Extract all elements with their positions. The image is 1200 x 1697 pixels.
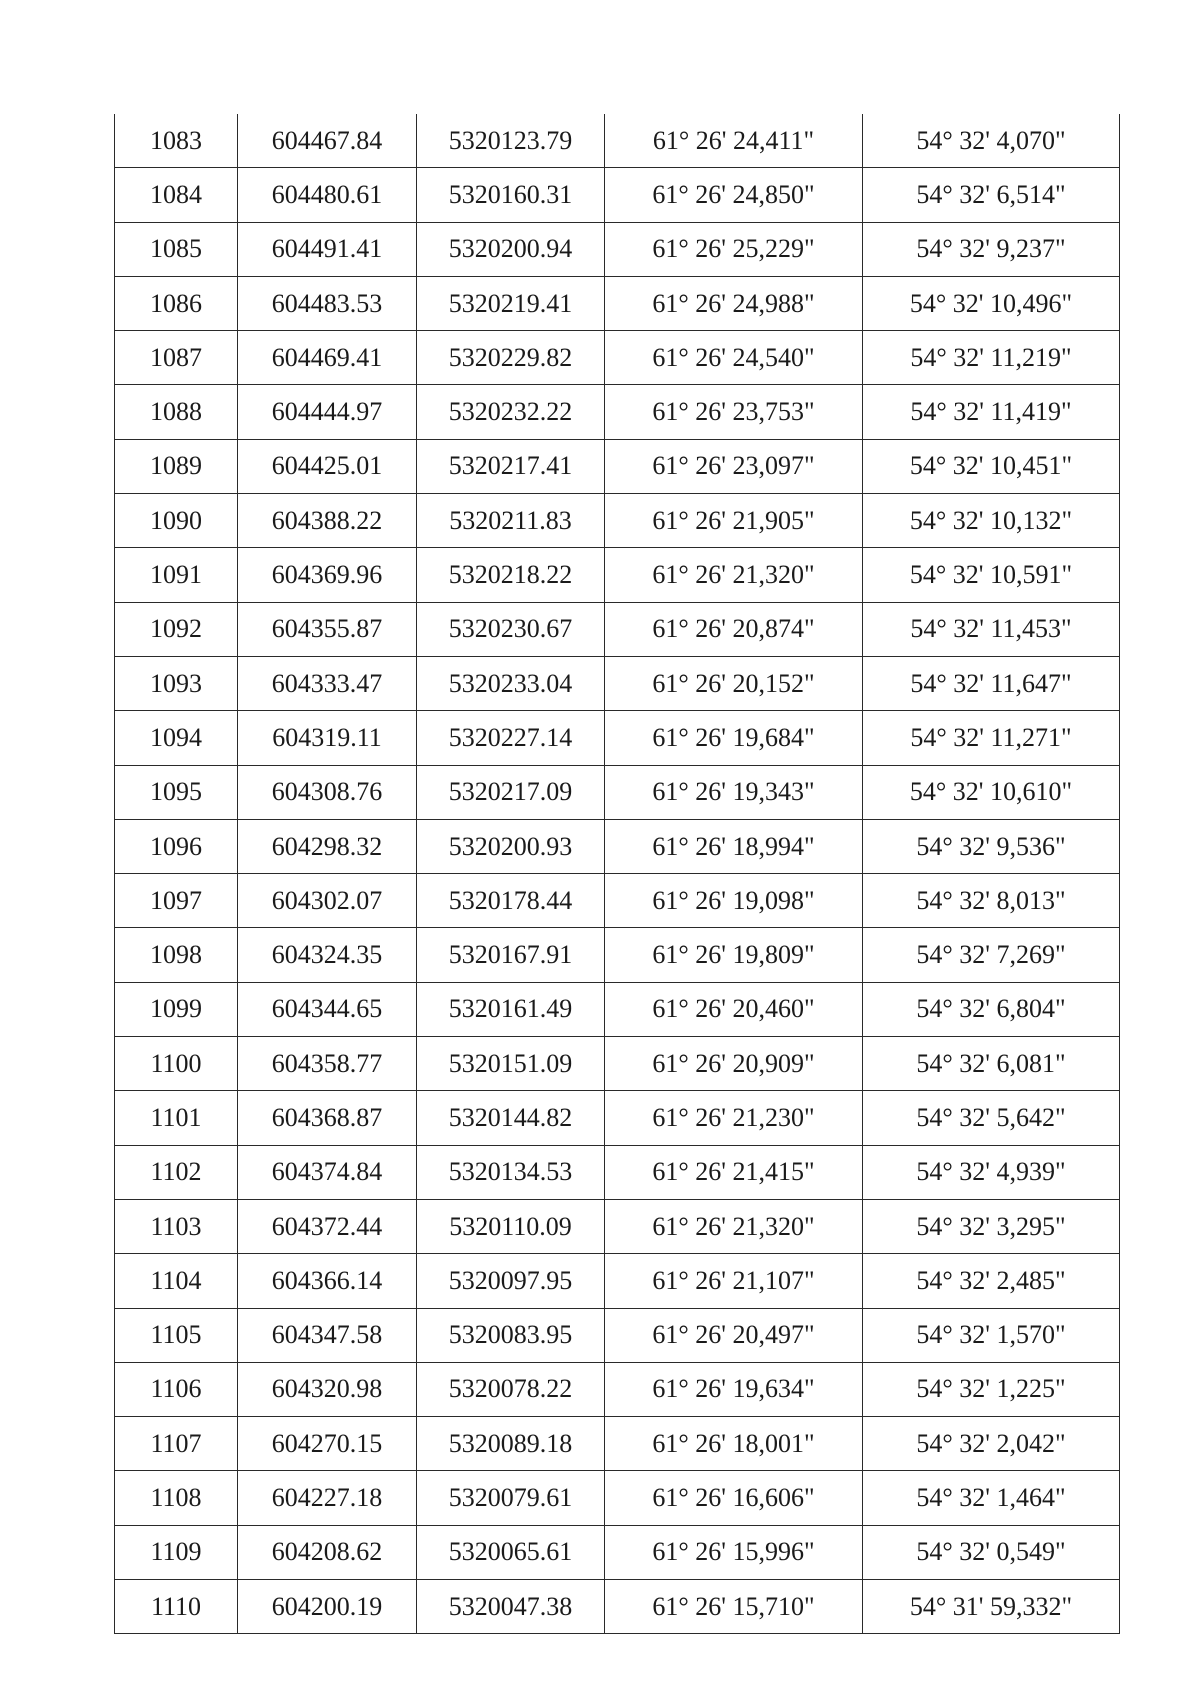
latitude-cell: 54° 32' 5,642" [863,1091,1120,1145]
point-number-cell: 1089 [115,439,238,493]
longitude-cell: 61° 26' 18,994" [605,819,863,873]
y-coordinate-cell: 5320178.44 [417,874,605,928]
longitude-cell: 61° 26' 21,230" [605,1091,863,1145]
x-coordinate-cell: 604374.84 [238,1145,417,1199]
latitude-cell: 54° 32' 2,485" [863,1254,1120,1308]
table-row [115,331,1120,385]
x-coordinate-cell: 604388.22 [238,494,417,548]
x-coordinate-cell: 604208.62 [238,1525,417,1579]
longitude-cell: 61° 26' 18,001" [605,1417,863,1471]
latitude-cell: 54° 32' 6,514" [863,168,1120,222]
longitude-cell: 61° 26' 19,343" [605,765,863,819]
table-row [115,982,1120,1036]
table-row [115,765,1120,819]
latitude-cell: 54° 32' 4,939" [863,1145,1120,1199]
longitude-cell: 61° 26' 25,229" [605,222,863,276]
latitude-cell: 54° 31' 59,332" [863,1580,1120,1634]
point-number-cell: 1094 [115,711,238,765]
x-coordinate-cell: 604369.96 [238,548,417,602]
latitude-cell: 54° 32' 6,081" [863,1037,1120,1091]
y-coordinate-cell: 5320218.22 [417,548,605,602]
longitude-cell: 61° 26' 21,320" [605,548,863,602]
point-number-cell: 1088 [115,385,238,439]
y-coordinate-cell: 5320200.93 [417,819,605,873]
table-row [115,222,1120,276]
point-number-cell: 1100 [115,1037,238,1091]
table-row [115,494,1120,548]
latitude-cell: 54° 32' 2,042" [863,1417,1120,1471]
y-coordinate-cell: 5320083.95 [417,1308,605,1362]
point-number-cell: 1099 [115,982,238,1036]
y-coordinate-cell: 5320123.79 [417,114,605,168]
longitude-cell: 61° 26' 24,988" [605,276,863,330]
coordinates-table-body [115,114,1120,1634]
latitude-cell: 54° 32' 11,271" [863,711,1120,765]
point-number-cell: 1087 [115,331,238,385]
table-row [115,1525,1120,1579]
table-row [115,1362,1120,1416]
x-coordinate-cell: 604368.87 [238,1091,417,1145]
x-coordinate-cell: 604491.41 [238,222,417,276]
point-number-cell: 1083 [115,114,238,168]
x-coordinate-cell: 604298.32 [238,819,417,873]
longitude-cell: 61° 26' 20,460" [605,982,863,1036]
y-coordinate-cell: 5320211.83 [417,494,605,548]
point-number-cell: 1096 [115,819,238,873]
table-row [115,1471,1120,1525]
longitude-cell: 61° 26' 19,634" [605,1362,863,1416]
longitude-cell: 61° 26' 15,710" [605,1580,863,1634]
latitude-cell: 54° 32' 6,804" [863,982,1120,1036]
x-coordinate-cell: 604324.35 [238,928,417,982]
longitude-cell: 61° 26' 21,320" [605,1199,863,1253]
x-coordinate-cell: 604200.19 [238,1580,417,1634]
y-coordinate-cell: 5320160.31 [417,168,605,222]
longitude-cell: 61° 26' 19,684" [605,711,863,765]
y-coordinate-cell: 5320232.22 [417,385,605,439]
x-coordinate-cell: 604320.98 [238,1362,417,1416]
table-row [115,874,1120,928]
x-coordinate-cell: 604347.58 [238,1308,417,1362]
x-coordinate-cell: 604302.07 [238,874,417,928]
y-coordinate-cell: 5320047.38 [417,1580,605,1634]
latitude-cell: 54° 32' 7,269" [863,928,1120,982]
latitude-cell: 54° 32' 11,419" [863,385,1120,439]
x-coordinate-cell: 604319.11 [238,711,417,765]
longitude-cell: 61° 26' 24,850" [605,168,863,222]
y-coordinate-cell: 5320167.91 [417,928,605,982]
table-row [115,385,1120,439]
table-row [115,819,1120,873]
latitude-cell: 54° 32' 9,536" [863,819,1120,873]
x-coordinate-cell: 604358.77 [238,1037,417,1091]
latitude-cell: 54° 32' 10,132" [863,494,1120,548]
x-coordinate-cell: 604355.87 [238,602,417,656]
longitude-cell: 61° 26' 20,497" [605,1308,863,1362]
longitude-cell: 61° 26' 20,152" [605,656,863,710]
longitude-cell: 61° 26' 20,909" [605,1037,863,1091]
y-coordinate-cell: 5320065.61 [417,1525,605,1579]
latitude-cell: 54° 32' 3,295" [863,1199,1120,1253]
x-coordinate-cell: 604227.18 [238,1471,417,1525]
longitude-cell: 61° 26' 21,415" [605,1145,863,1199]
point-number-cell: 1092 [115,602,238,656]
y-coordinate-cell: 5320134.53 [417,1145,605,1199]
x-coordinate-cell: 604480.61 [238,168,417,222]
latitude-cell: 54° 32' 10,610" [863,765,1120,819]
point-number-cell: 1101 [115,1091,238,1145]
point-number-cell: 1105 [115,1308,238,1362]
longitude-cell: 61° 26' 19,098" [605,874,863,928]
table-row [115,1145,1120,1199]
latitude-cell: 54° 32' 1,464" [863,1471,1120,1525]
x-coordinate-cell: 604344.65 [238,982,417,1036]
latitude-cell: 54° 32' 9,237" [863,222,1120,276]
y-coordinate-cell: 5320089.18 [417,1417,605,1471]
point-number-cell: 1110 [115,1580,238,1634]
point-number-cell: 1103 [115,1199,238,1253]
latitude-cell: 54° 32' 1,225" [863,1362,1120,1416]
table-row [115,276,1120,330]
point-number-cell: 1085 [115,222,238,276]
latitude-cell: 54° 32' 10,496" [863,276,1120,330]
y-coordinate-cell: 5320161.49 [417,982,605,1036]
point-number-cell: 1091 [115,548,238,602]
coordinates-table [114,114,1120,1634]
point-number-cell: 1084 [115,168,238,222]
y-coordinate-cell: 5320097.95 [417,1254,605,1308]
point-number-cell: 1097 [115,874,238,928]
y-coordinate-cell: 5320144.82 [417,1091,605,1145]
y-coordinate-cell: 5320079.61 [417,1471,605,1525]
point-number-cell: 1109 [115,1525,238,1579]
longitude-cell: 61° 26' 19,809" [605,928,863,982]
longitude-cell: 61° 26' 23,097" [605,439,863,493]
x-coordinate-cell: 604469.41 [238,331,417,385]
y-coordinate-cell: 5320078.22 [417,1362,605,1416]
longitude-cell: 61° 26' 16,606" [605,1471,863,1525]
longitude-cell: 61° 26' 23,753" [605,385,863,439]
y-coordinate-cell: 5320227.14 [417,711,605,765]
longitude-cell: 61° 26' 24,540" [605,331,863,385]
table-row [115,1199,1120,1253]
longitude-cell: 61° 26' 21,905" [605,494,863,548]
x-coordinate-cell: 604270.15 [238,1417,417,1471]
y-coordinate-cell: 5320230.67 [417,602,605,656]
longitude-cell: 61° 26' 20,874" [605,602,863,656]
point-number-cell: 1095 [115,765,238,819]
latitude-cell: 54° 32' 4,070" [863,114,1120,168]
table-row [115,1254,1120,1308]
table-row [115,1091,1120,1145]
table-row [115,1037,1120,1091]
point-number-cell: 1098 [115,928,238,982]
point-number-cell: 1093 [115,656,238,710]
table-row [115,114,1120,168]
y-coordinate-cell: 5320151.09 [417,1037,605,1091]
y-coordinate-cell: 5320217.41 [417,439,605,493]
point-number-cell: 1086 [115,276,238,330]
latitude-cell: 54° 32' 1,570" [863,1308,1120,1362]
point-number-cell: 1090 [115,494,238,548]
x-coordinate-cell: 604308.76 [238,765,417,819]
table-row [115,548,1120,602]
x-coordinate-cell: 604366.14 [238,1254,417,1308]
y-coordinate-cell: 5320200.94 [417,222,605,276]
y-coordinate-cell: 5320229.82 [417,331,605,385]
table-row [115,168,1120,222]
latitude-cell: 54° 32' 11,219" [863,331,1120,385]
table-row [115,1308,1120,1362]
latitude-cell: 54° 32' 11,647" [863,656,1120,710]
point-number-cell: 1107 [115,1417,238,1471]
table-row [115,439,1120,493]
table-row [115,1417,1120,1471]
latitude-cell: 54° 32' 0,549" [863,1525,1120,1579]
y-coordinate-cell: 5320217.09 [417,765,605,819]
x-coordinate-cell: 604483.53 [238,276,417,330]
longitude-cell: 61° 26' 15,996" [605,1525,863,1579]
x-coordinate-cell: 604425.01 [238,439,417,493]
point-number-cell: 1108 [115,1471,238,1525]
latitude-cell: 54° 32' 10,451" [863,439,1120,493]
longitude-cell: 61° 26' 21,107" [605,1254,863,1308]
table-row [115,711,1120,765]
x-coordinate-cell: 604333.47 [238,656,417,710]
latitude-cell: 54° 32' 8,013" [863,874,1120,928]
x-coordinate-cell: 604467.84 [238,114,417,168]
y-coordinate-cell: 5320219.41 [417,276,605,330]
latitude-cell: 54° 32' 11,453" [863,602,1120,656]
y-coordinate-cell: 5320233.04 [417,656,605,710]
longitude-cell: 61° 26' 24,411" [605,114,863,168]
point-number-cell: 1102 [115,1145,238,1199]
table-row [115,1580,1120,1634]
table-row [115,656,1120,710]
x-coordinate-cell: 604372.44 [238,1199,417,1253]
table-row [115,928,1120,982]
x-coordinate-cell: 604444.97 [238,385,417,439]
point-number-cell: 1104 [115,1254,238,1308]
table-row [115,602,1120,656]
latitude-cell: 54° 32' 10,591" [863,548,1120,602]
point-number-cell: 1106 [115,1362,238,1416]
y-coordinate-cell: 5320110.09 [417,1199,605,1253]
